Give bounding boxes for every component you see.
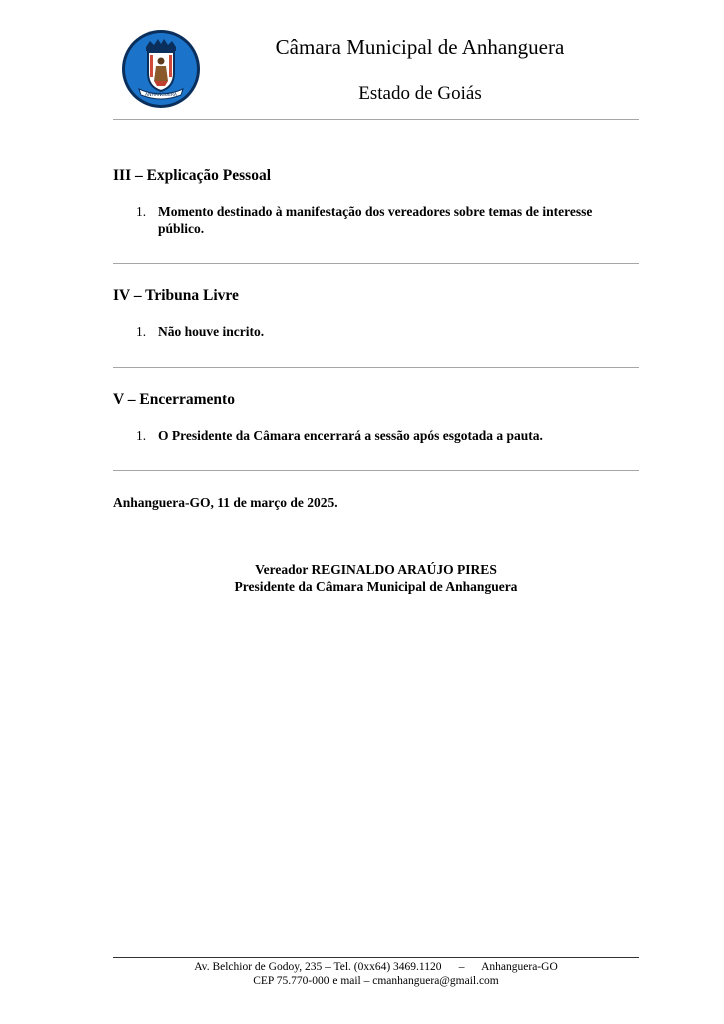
list-item-number: 1. (136, 204, 147, 219)
page-subtitle: Estado de Goiás (358, 83, 482, 104)
footer-contact: CEP 75.770-000 e mail – cmanhanguera@gmail.com (253, 975, 499, 987)
coat-of-arms-icon (121, 29, 201, 109)
list-item-line: público. (158, 221, 205, 236)
list-item-text (158, 203, 638, 237)
section-heading-iii: III – Explicação Pessoal (113, 167, 272, 184)
svg-text:ANHANGUERA: ANHANGUERA (145, 93, 177, 98)
list-item-text: Não houve incrito. (158, 324, 265, 339)
signature-name: Vereador REGINALDO ARAÚJO PIRES (255, 562, 497, 577)
list-item-number: 1. (136, 324, 147, 339)
signature-role: Presidente da Câmara Municipal de Anhanguera (234, 579, 518, 594)
section-divider (113, 263, 639, 264)
footer-address: Av. Belchior de Godoy, 235 – Tel. (0xx64) 3469.1120 – Anhanguera-GO (194, 961, 558, 973)
list-item-line: Momento destinado à manifestação dos vereadores sobre temas de interesse (158, 204, 593, 219)
list-item-text: O Presidente da Câmara encerrará a sessão após esgotada a pauta. (158, 428, 543, 443)
page-title: Câmara Municipal de Anhanguera (275, 35, 565, 59)
footer-divider (113, 957, 639, 958)
section-heading-iv: IV – Tribuna Livre (113, 287, 239, 304)
header-divider (113, 119, 639, 120)
date-line: Anhanguera-GO, 11 de março de 2025. (113, 495, 338, 510)
list-item-number: 1. (136, 428, 147, 443)
section-divider (113, 470, 639, 471)
section-divider (113, 367, 639, 368)
section-heading-v: V – Encerramento (113, 391, 235, 408)
